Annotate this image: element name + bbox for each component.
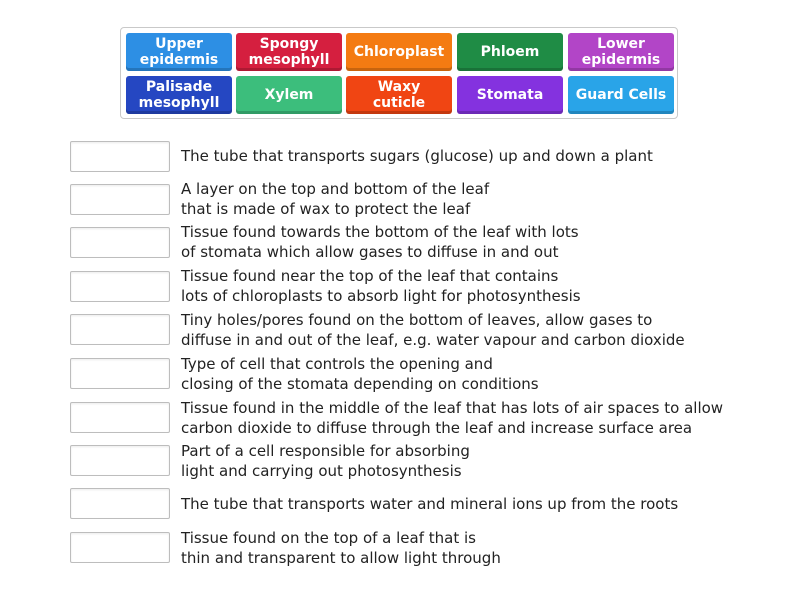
tile-label: Waxy cuticle xyxy=(372,79,426,111)
answer-drop-box-1[interactable] xyxy=(70,141,170,172)
answer-tile-bank xyxy=(120,27,678,119)
tile-label: Xylem xyxy=(264,87,314,103)
tile-xylem[interactable] xyxy=(236,76,342,114)
answer-drop-box-6[interactable] xyxy=(70,358,170,389)
tile-chloroplast[interactable] xyxy=(346,33,452,71)
answer-drop-box-4[interactable] xyxy=(70,271,170,302)
clue-text-4: Tissue found near the top of the leaf that contains lots of chloroplasts to absorb light for photosynthesis xyxy=(181,267,581,305)
clue-text-10: Tissue found on the top of a leaf that is thin and transparent to allow light through xyxy=(181,529,501,567)
tile-spongy-mesophyll[interactable] xyxy=(236,33,342,71)
tile-label: Stomata xyxy=(476,87,544,103)
tile-label: Phloem xyxy=(480,44,540,60)
answer-drop-box-8[interactable] xyxy=(70,445,170,476)
answer-drop-box-9[interactable] xyxy=(70,488,170,519)
tile-guard-cells[interactable] xyxy=(568,76,674,114)
clue-text-3: Tissue found towards the bottom of the leaf with lots of stomata which allow gases to diffuse in and out xyxy=(181,223,579,261)
tile-label: Palisade mesophyll xyxy=(138,79,220,111)
tile-label: Guard Cells xyxy=(575,87,667,103)
clue-text-8: Part of a cell responsible for absorbing light and carrying out photosynthesis xyxy=(181,442,470,480)
clue-text-2: A layer on the top and bottom of the leaf that is made of wax to protect the leaf xyxy=(181,180,490,218)
answer-drop-box-7[interactable] xyxy=(70,402,170,433)
answer-drop-box-5[interactable] xyxy=(70,314,170,345)
tile-label: Spongy mesophyll xyxy=(248,36,330,68)
tile-stomata[interactable] xyxy=(457,76,563,114)
clue-text-7: Tissue found in the middle of the leaf that has lots of air spaces to allow carbon dioxide to diffuse through the leaf and increase surface area xyxy=(181,399,724,437)
tile-lower-epidermis[interactable] xyxy=(568,33,674,71)
clue-text-1: The tube that transports sugars (glucose) up and down a plant xyxy=(181,147,653,165)
tile-upper-epidermis[interactable] xyxy=(126,33,232,71)
tile-label: Lower epidermis xyxy=(581,36,661,68)
answer-drop-box-10[interactable] xyxy=(70,532,170,563)
clue-text-6: Type of cell that controls the opening and closing of the stomata depending on conditions xyxy=(181,355,539,393)
tile-phloem[interactable] xyxy=(457,33,563,71)
answer-drop-box-2[interactable] xyxy=(70,184,170,215)
clue-text-9: The tube that transports water and mineral ions up from the roots xyxy=(181,495,679,513)
clue-text-5: Tiny holes/pores found on the bottom of leaves, allow gases to diffuse in and out of the leaf, e.g. water vapour and carbon dioxide xyxy=(181,311,685,349)
tile-waxy-cuticle[interactable] xyxy=(346,76,452,114)
tile-label: Chloroplast xyxy=(353,44,445,60)
tile-label: Upper epidermis xyxy=(139,36,219,68)
answer-drop-box-3[interactable] xyxy=(70,227,170,258)
tile-palisade-mesophyll[interactable] xyxy=(126,76,232,114)
